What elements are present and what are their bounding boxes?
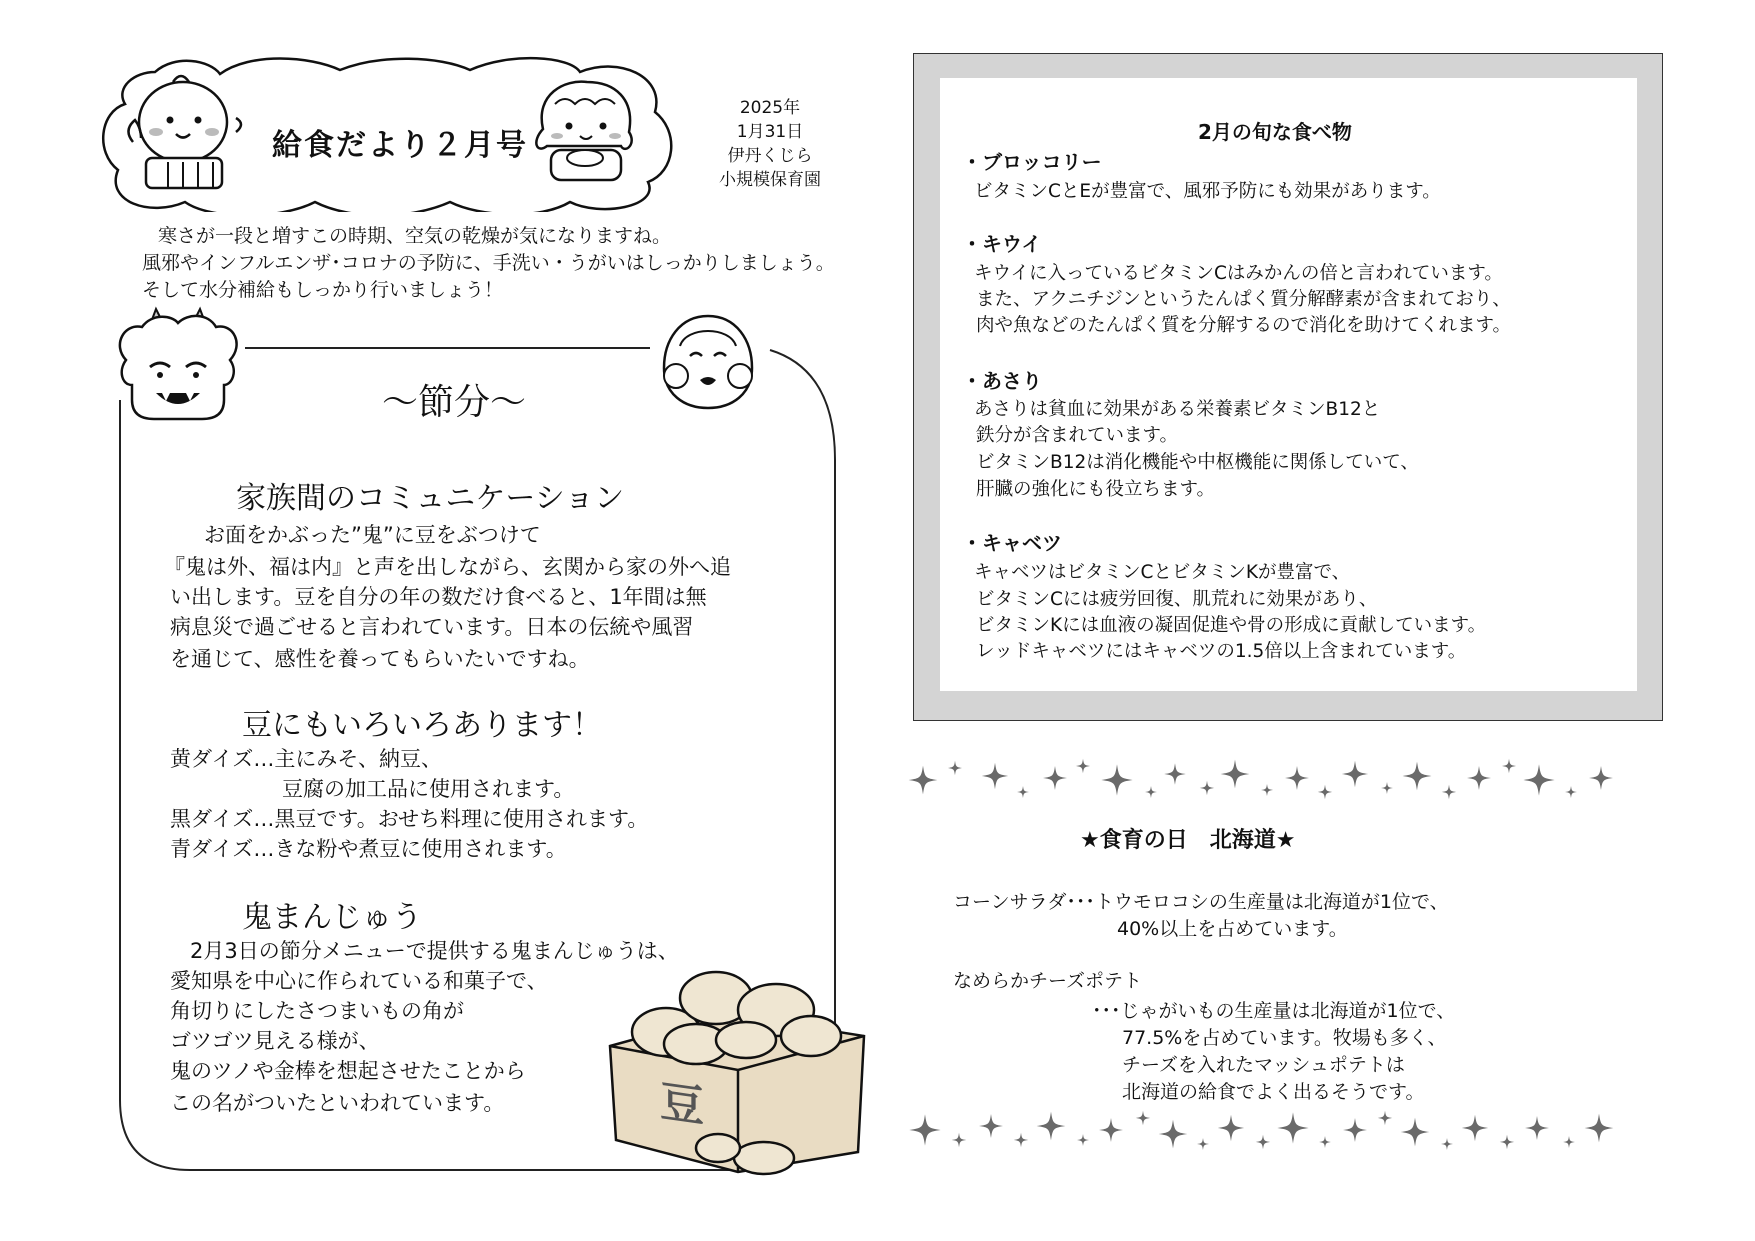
section3-line-2: 愛知県を中心に作られている和菓子で、 — [170, 969, 548, 993]
date-year: 2025年 — [739, 98, 801, 118]
section3-line-5: 鬼のツノや金棒を想起させたことから — [170, 1059, 526, 1083]
hokkaido-line-5: 77.5%を占めています。牧場も多く、 — [1122, 1027, 1447, 1049]
intro-line-2: 風邪やインフルエンザ･コロナの予防に、手洗い・うがいはしっかりしましょう。 — [142, 252, 835, 274]
oni-demon-icon — [112, 305, 244, 423]
school-type: 小規模保育園 — [719, 170, 821, 190]
seasonal-item-kiwi: ・キウイ — [962, 232, 1042, 256]
shokuiku-title: ★食育の日 北海道★ — [1080, 828, 1296, 853]
sparkle-border-top — [905, 748, 1625, 808]
section3-line-6: この名がついたといわれています。 — [170, 1091, 505, 1115]
section2-line-4: 青ダイズ…きな粉や煮豆に使用されます。 — [170, 837, 567, 861]
cabbage-line-2: ビタミンCには疲労回復、肌荒れに効果があり、 — [976, 589, 1378, 610]
section2-line-2: 豆腐の加工品に使用されます。 — [282, 777, 575, 801]
hokkaido-line-3: なめらかチーズポテト — [953, 970, 1143, 992]
asari-line-1: あさりは貧血に効果がある栄養素ビタミンB12と — [974, 399, 1381, 420]
hokkaido-line-7: 北海道の給食でよく出るそうです。 — [1122, 1081, 1425, 1103]
masu-bean-box-illustration — [606, 962, 866, 1177]
section3-line-4: ゴツゴツ見える様が、 — [170, 1029, 380, 1053]
section1-line-4: 病息災で過ごせると言われています。日本の伝統や風習 — [170, 615, 694, 639]
setsubun-title: ～節分～ — [382, 382, 527, 423]
asari-line-2: 鉄分が含まれています。 — [976, 425, 1179, 446]
school-name: 伊丹くじら — [727, 146, 813, 166]
date-day: 1月31日 — [736, 122, 804, 142]
hokkaido-line-4: ･･･じゃがいもの生産量は北海道が1位で、 — [1092, 1000, 1456, 1022]
hokkaido-line-1: コーンサラダ･･･トウモロコシの生産量は北海道が1位で、 — [953, 891, 1449, 913]
section3-line-1: 2月3日の節分メニューで提供する鬼まんじゅうは、 — [190, 939, 679, 963]
section1-line-1: お面をかぶった”鬼”に豆をぶつけて — [204, 523, 541, 547]
sparkle-border-bottom — [905, 1100, 1625, 1160]
seasonal-item-cabbage: ・キャベツ — [962, 531, 1062, 555]
seasonal-item-asari: ・あさり — [962, 369, 1042, 393]
kiwi-line-1: キウイに入っているビタミンCはみかんの倍と言われています。 — [974, 263, 1503, 284]
seasonal-title: 2月の旬な食べ物 — [1198, 120, 1352, 144]
boy-character-icon — [118, 70, 268, 190]
section1-line-2: 『鬼は外、福は内』と声を出しながら、玄関から家の外へ追 — [164, 555, 731, 579]
intro-line-1: 寒さが一段と増すこの時期、空気の乾燥が気になりますね。 — [158, 225, 672, 247]
kiwi-line-2: また、アクニチジンというたんぱく質分解酵素が含まれており、 — [976, 289, 1511, 310]
hokkaido-line-6: チーズを入れたマッシュポテトは — [1122, 1054, 1405, 1076]
newsletter-title: 給食だより２月号 — [272, 128, 528, 163]
asari-line-4: 肝臓の強化にも役立ちます。 — [976, 479, 1216, 500]
section1-line-5: を通じて、感性を養ってもらいたいですね。 — [170, 647, 590, 671]
okame-face-icon — [660, 312, 756, 412]
masu-label: 豆 — [660, 1075, 704, 1134]
section1-line-3: い出します。豆を自分の年の数だけ食べると、1年間は無 — [170, 585, 707, 609]
section2-line-1: 黄ダイズ…主にみそ、納豆、 — [170, 747, 442, 771]
cabbage-line-1: キャベツはビタミンCとビタミンKが豊富で、 — [974, 562, 1351, 583]
section2-line-3: 黒ダイズ…黒豆です。おせち料理に使用されます。 — [170, 807, 649, 831]
cabbage-line-3: ビタミンKには血液の凝固促進や骨の形成に貢献しています。 — [976, 615, 1487, 636]
seasonal-item-broccoli: ・ブロッコリー — [962, 150, 1102, 174]
broccoli-line-1: ビタミンCとEが豊富で、風邪予防にも効果があります。 — [974, 181, 1441, 202]
section-heading-communication: 家族間のコミュニケーション — [236, 481, 625, 516]
cabbage-line-4: レッドキャベツにはキャベツの1.5倍以上含まれています。 — [976, 641, 1467, 662]
kiwi-line-3: 肉や魚などのたんぱく質を分解するので消化を助けてくれます。 — [976, 315, 1512, 336]
section-heading-beans: 豆にもいろいろあります！ — [242, 708, 602, 743]
girl-character-icon — [525, 74, 645, 186]
section3-line-3: 角切りにしたさつまいもの角が — [170, 999, 464, 1023]
section-heading-onimanju: 鬼まんじゅう — [242, 900, 422, 935]
asari-line-3: ビタミンB12は消化機能や中枢機能に関係していて、 — [976, 452, 1419, 473]
intro-line-3: そして水分補給もしっかり行いましょう！ — [142, 279, 504, 301]
hokkaido-line-2: 40%以上を占めています。 — [1117, 918, 1348, 940]
